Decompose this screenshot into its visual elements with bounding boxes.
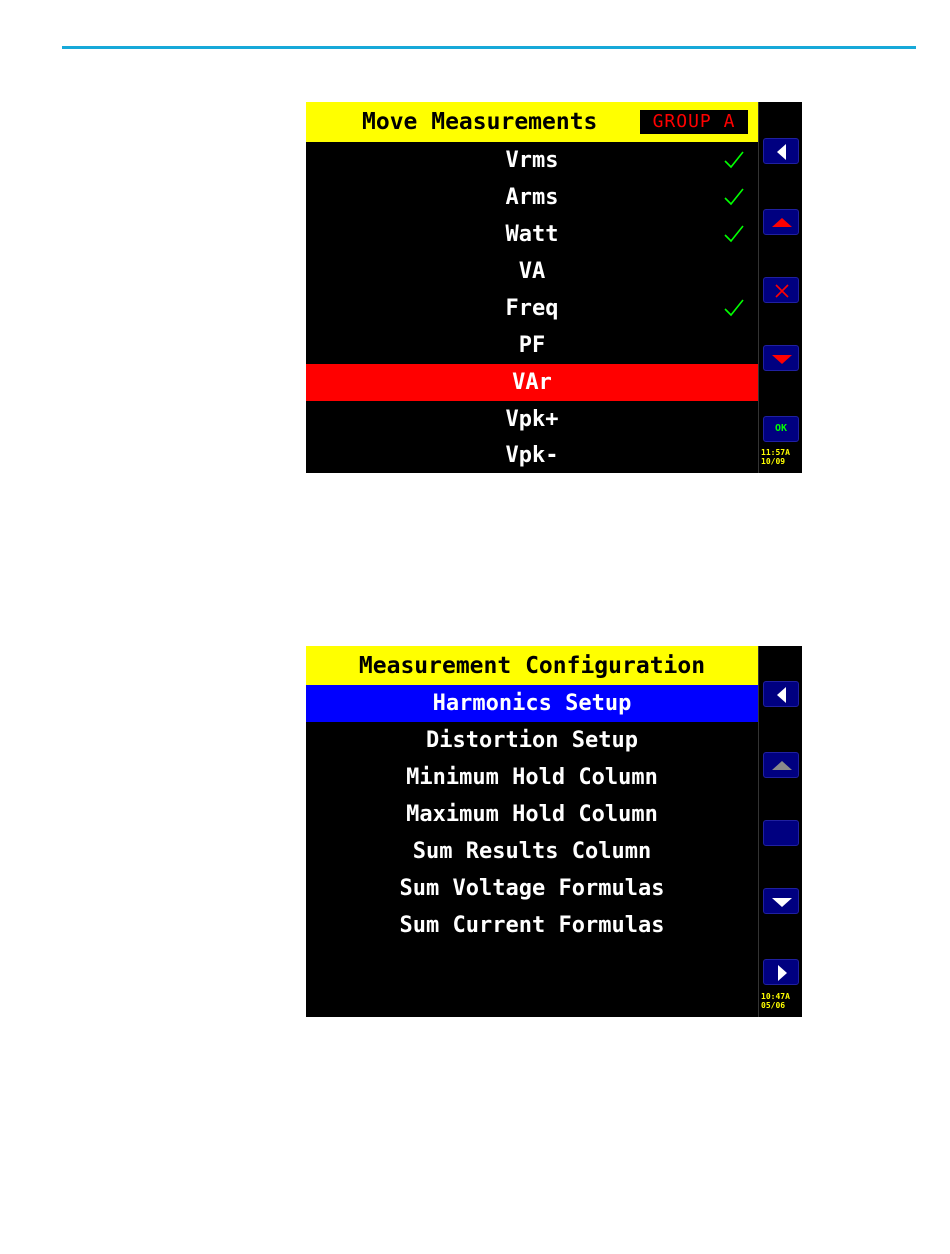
measurement-label: Watt — [505, 222, 559, 247]
config-item[interactable] — [306, 907, 758, 944]
move-down-button[interactable] — [763, 345, 799, 371]
forward-button[interactable] — [763, 959, 799, 985]
measurement-item[interactable] — [306, 401, 758, 438]
blank-softkey[interactable] — [763, 820, 799, 846]
config-label: Maximum Hold Column — [406, 802, 658, 827]
measurement-label: PF — [518, 333, 546, 358]
title-bar — [306, 102, 758, 142]
check-icon — [723, 150, 745, 170]
screen-title: Move Measurements — [362, 109, 598, 135]
up-icon — [764, 753, 800, 779]
config-label: Sum Current Formulas — [399, 913, 665, 938]
config-label: Distortion Setup — [426, 728, 638, 753]
measurement-label: Vpk+ — [505, 407, 559, 432]
header-rule — [62, 46, 916, 49]
config-item[interactable] — [306, 833, 758, 870]
back-icon — [764, 682, 800, 708]
up-icon — [764, 210, 800, 236]
clock — [761, 992, 801, 1010]
ok-button[interactable]: OK — [763, 416, 799, 442]
config-item-selected[interactable] — [306, 685, 758, 722]
config-item[interactable] — [306, 870, 758, 907]
measurement-label: Vpk- — [505, 443, 559, 468]
close-icon — [764, 278, 800, 304]
softkey-sidebar — [758, 102, 802, 473]
measurement-label: VA — [518, 259, 546, 284]
config-label: Minimum Hold Column — [406, 765, 658, 790]
config-item[interactable] — [306, 796, 758, 833]
config-label: Harmonics Setup — [432, 691, 632, 716]
config-label: Sum Voltage Formulas — [399, 876, 665, 901]
check-icon — [723, 187, 745, 207]
clock-time: 11:57A — [761, 448, 790, 457]
move-up-button[interactable] — [763, 752, 799, 778]
clock-time: 10:47A — [761, 992, 790, 1001]
forward-icon — [764, 960, 800, 986]
move-up-button[interactable] — [763, 209, 799, 235]
measurement-label: Arms — [505, 185, 559, 210]
down-icon — [764, 346, 800, 372]
measurement-configuration-screen — [306, 646, 802, 1017]
back-button[interactable] — [763, 138, 799, 164]
main-panel — [306, 102, 758, 473]
measurement-item[interactable] — [306, 216, 758, 253]
title-bar — [306, 646, 758, 686]
config-item[interactable] — [306, 722, 758, 759]
clock-date: 05/06 — [761, 1001, 786, 1010]
move-down-button[interactable] — [763, 888, 799, 914]
measurement-item[interactable] — [306, 327, 758, 364]
measurement-label: Vrms — [505, 148, 559, 173]
config-item[interactable] — [306, 759, 758, 796]
back-button[interactable] — [763, 681, 799, 707]
screen-title: Measurement Configuration — [358, 653, 706, 679]
measurement-item-selected[interactable] — [306, 364, 758, 401]
check-icon — [723, 298, 745, 318]
measurement-item[interactable] — [306, 290, 758, 327]
down-icon — [764, 889, 800, 915]
clock — [761, 448, 801, 466]
measurement-item[interactable] — [306, 253, 758, 290]
softkey-sidebar — [758, 646, 802, 1017]
main-panel — [306, 646, 758, 1017]
remove-button[interactable] — [763, 277, 799, 303]
measurement-label: VAr — [512, 370, 552, 395]
measurement-item[interactable] — [306, 179, 758, 216]
check-icon — [723, 224, 745, 244]
group-badge: GROUP A — [640, 110, 748, 134]
clock-date: 10/09 — [761, 457, 786, 466]
measurement-label: Freq — [505, 296, 559, 321]
move-measurements-screen — [306, 102, 802, 473]
config-label: Sum Results Column — [412, 839, 652, 864]
measurement-item[interactable] — [306, 438, 758, 473]
measurement-item[interactable] — [306, 142, 758, 179]
back-icon — [764, 139, 800, 165]
